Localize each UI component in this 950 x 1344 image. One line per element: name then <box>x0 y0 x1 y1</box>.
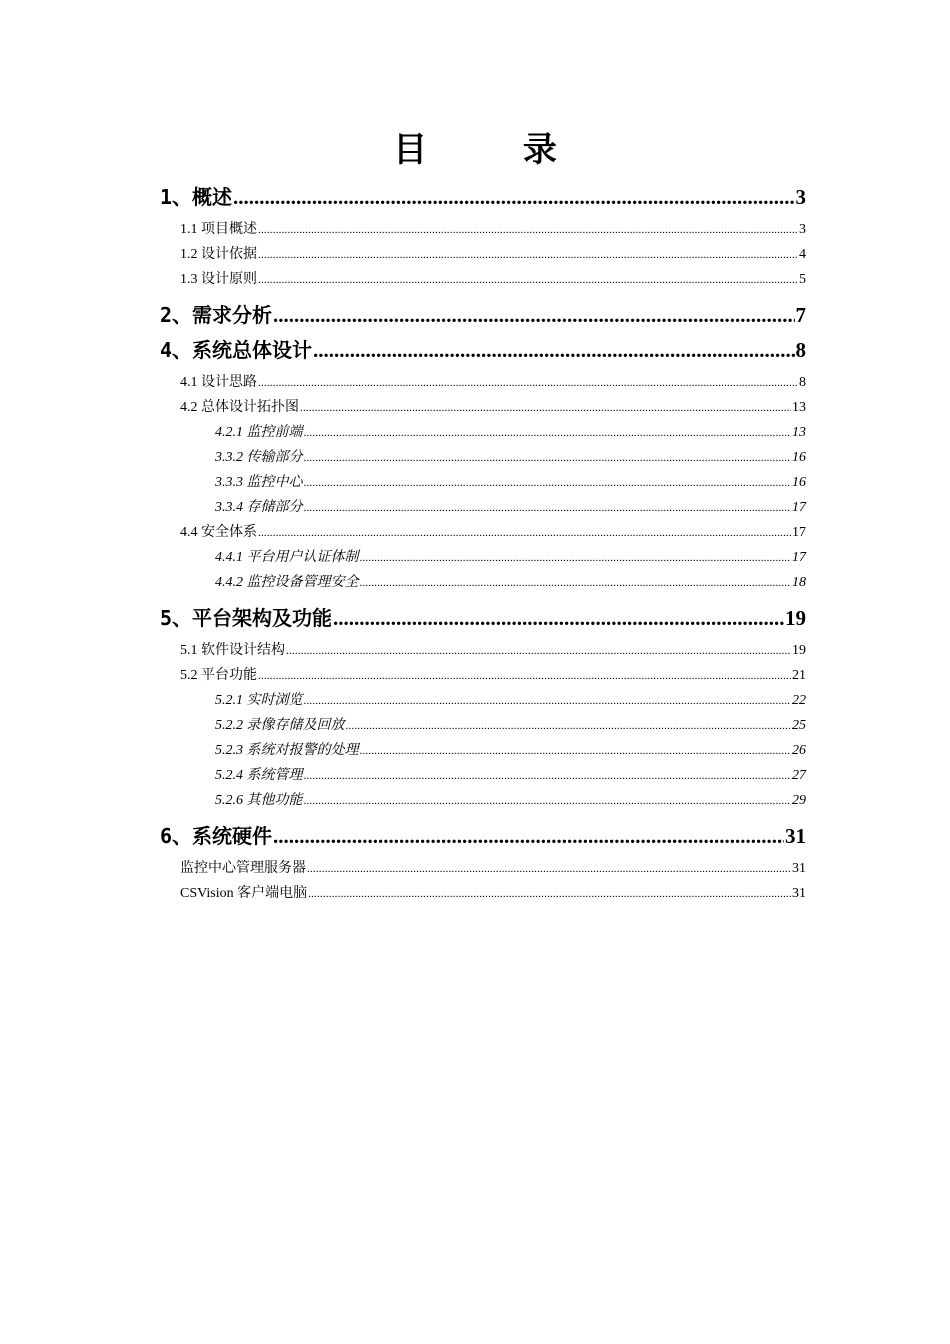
toc-entry-label: 4.4.2 监控设备管理安全 <box>215 575 359 590</box>
toc-page-number: 22 <box>792 693 806 708</box>
toc-entry[interactable] <box>160 335 806 365</box>
toc-page-number: 31 <box>792 861 806 876</box>
toc-page-number: 19 <box>792 643 806 658</box>
toc-leader-dots <box>307 857 791 881</box>
toc-page-number: 31 <box>785 824 806 848</box>
toc-entry[interactable] <box>215 471 806 495</box>
toc-page-number: 7 <box>795 303 806 327</box>
toc-page-number: 18 <box>792 575 806 590</box>
toc-leader-dots <box>273 821 784 851</box>
toc-leader-dots <box>304 471 792 495</box>
toc-entry[interactable] <box>180 396 806 420</box>
toc-leader-dots <box>304 446 792 470</box>
toc-title: 目 录 <box>393 130 599 170</box>
toc-page-number: 26 <box>792 743 806 758</box>
toc-entry[interactable] <box>215 421 806 445</box>
toc-leader-dots <box>308 882 791 906</box>
toc-entry-label: 5、平台架构及功能 <box>160 606 333 630</box>
toc-leader-dots <box>258 218 798 242</box>
toc-entry-label: 4.2 总体设计拓扑图 <box>180 400 299 415</box>
toc-page-number: 17 <box>792 550 806 565</box>
toc-entry-label: 4.4.1 平台用户认证体制 <box>215 550 359 565</box>
toc-entry-label: 4.2.1 监控前端 <box>215 425 303 440</box>
toc-entry[interactable] <box>180 639 806 663</box>
toc-entry-label: 3.3.3 监控中心 <box>215 475 303 490</box>
toc-entry[interactable] <box>215 496 806 520</box>
toc-entry-label: 3.3.2 传输部分 <box>215 450 303 465</box>
toc-page-number: 13 <box>792 425 806 440</box>
toc-leader-dots <box>258 521 791 545</box>
toc-leader-dots <box>360 739 792 763</box>
toc-entry-label: 5.2.4 系统管理 <box>215 768 303 783</box>
toc-leader-dots <box>273 300 794 330</box>
toc-leader-dots <box>360 571 792 595</box>
toc-entry-label: 4.4 安全体系 <box>180 525 257 540</box>
toc-page-number: 17 <box>792 525 806 540</box>
toc-page-number: 21 <box>792 668 806 683</box>
toc-entry-label: 6、系统硬件 <box>160 824 273 848</box>
toc-entry[interactable] <box>160 300 806 330</box>
toc-leader-dots <box>304 496 792 520</box>
toc-entry[interactable] <box>180 268 806 292</box>
toc-entry[interactable] <box>180 218 806 242</box>
toc-leader-dots <box>286 639 791 663</box>
toc-leader-dots <box>258 664 791 688</box>
toc-leader-dots <box>233 182 794 212</box>
toc-leader-dots <box>258 268 798 292</box>
toc-entry-label: 1、概述 <box>160 185 233 209</box>
toc-page-number: 25 <box>792 718 806 733</box>
toc-entry[interactable] <box>215 689 806 713</box>
toc-leader-dots <box>304 789 792 813</box>
toc-leader-dots <box>304 689 792 713</box>
toc-leader-dots <box>258 371 798 395</box>
toc-entry-label: CSVision 客户端电脑 <box>180 886 308 901</box>
toc-entry[interactable] <box>180 857 806 881</box>
toc-leader-dots <box>304 764 792 788</box>
toc-page-number: 13 <box>792 400 806 415</box>
toc-leader-dots <box>313 335 794 365</box>
toc-page-number: 31 <box>792 886 806 901</box>
toc-entry[interactable] <box>215 764 806 788</box>
toc-leader-dots <box>304 421 792 445</box>
toc-page-number: 5 <box>799 272 806 287</box>
toc-entry[interactable] <box>180 664 806 688</box>
toc-entry[interactable] <box>180 243 806 267</box>
toc-entry[interactable] <box>160 182 806 212</box>
toc-page-number: 8 <box>799 375 806 390</box>
toc-page-number: 29 <box>792 793 806 808</box>
toc-entry[interactable] <box>160 821 806 851</box>
toc-entry[interactable] <box>180 521 806 545</box>
toc-entry[interactable] <box>180 371 806 395</box>
toc-page-number: 19 <box>785 606 806 630</box>
toc-entry[interactable] <box>215 571 806 595</box>
toc-entry-label: 4.1 设计思路 <box>180 375 257 390</box>
toc-page-number: 17 <box>792 500 806 515</box>
toc-entry[interactable] <box>215 714 806 738</box>
toc-leader-dots <box>300 396 791 420</box>
toc-entry-label: 5.2.1 实时浏览 <box>215 693 303 708</box>
toc-entry-label: 5.2.2 录像存储及回放 <box>215 718 345 733</box>
toc-entry-label: 5.2.6 其他功能 <box>215 793 303 808</box>
toc-page-number: 16 <box>792 475 806 490</box>
toc-entry-label: 1.3 设计原则 <box>180 272 257 287</box>
toc-leader-dots <box>258 243 798 267</box>
toc-entry-label: 1.1 项目概述 <box>180 222 257 237</box>
toc-entry[interactable] <box>215 546 806 570</box>
toc-page-number: 3 <box>799 222 806 237</box>
toc-entry-label: 2、需求分析 <box>160 303 273 327</box>
toc-entry-label: 1.2 设计依据 <box>180 247 257 262</box>
toc-entry-label: 3.3.4 存储部分 <box>215 500 303 515</box>
toc-entry[interactable] <box>215 789 806 813</box>
toc-entry[interactable] <box>180 882 806 906</box>
toc-entry-label: 监控中心管理服务器 <box>180 861 306 876</box>
toc-entry-label: 5.2.3 系统对报警的处理 <box>215 743 359 758</box>
toc-page-number: 16 <box>792 450 806 465</box>
toc-entry-label: 5.2 平台功能 <box>180 668 257 683</box>
toc-leader-dots <box>360 546 792 570</box>
toc-page-number: 8 <box>795 338 806 362</box>
toc-leader-dots <box>333 603 784 633</box>
toc-page-number: 3 <box>795 185 806 209</box>
toc-entry[interactable] <box>215 446 806 470</box>
toc-entry[interactable] <box>160 603 806 633</box>
toc-page-number: 27 <box>792 768 806 783</box>
toc-page-number: 4 <box>799 247 806 262</box>
toc-entry-label: 4、系统总体设计 <box>160 338 313 362</box>
toc-entry-label: 5.1 软件设计结构 <box>180 643 285 658</box>
toc-entry[interactable] <box>215 739 806 763</box>
toc-leader-dots <box>346 714 792 738</box>
